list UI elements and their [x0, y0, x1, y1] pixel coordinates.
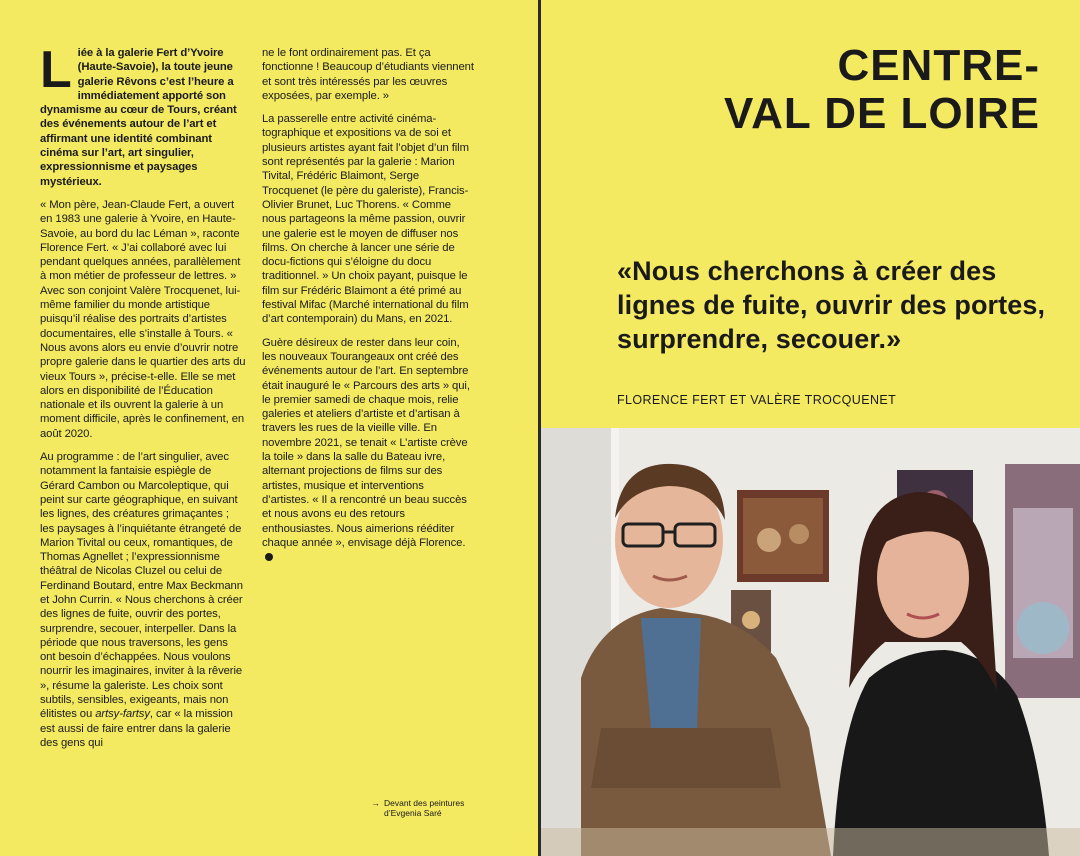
article-column-1 — [40, 41, 246, 759]
gallery-photo — [541, 428, 1080, 856]
region-title — [724, 42, 1040, 138]
article-column-2 — [262, 46, 474, 573]
article-lead — [40, 41, 246, 189]
pull-quote-author: FLORENCE FERT ET VALÈRE TROCQUENET — [617, 393, 897, 407]
paragraph-3: ne le font ordinairement pas. Et ça fonctionne ! Beaucoup d’étudiants viennent et sont très intéressés par les œuvres exposées, par exemple. » — [262, 47, 474, 102]
paragraph-2 — [40, 450, 246, 750]
paragraph-4: La passerelle entre activité cinéma-tographique et expositions va de soi et plusieurs artistes ayant fait l’objet d’un film sont représentés par la galerie : Marion Tivital, Frédéric Blaimont, Serge Trocquenet (le père du galeriste), Francis-Olivier Brunet, Luc Thorens. « Comme nous partageons la même passion, ouvrir une galerie est le moyen de diffuser nos films. On cherche à lancer une série de docu-fictions qui s’éloigne du docu traditionnel. » Un choix payant, puisque le film sur Frédéric Blaimont a été primé au festival Mifac (Marché international du film d’art contemporain) du Mans, en 2021. — [262, 113, 469, 326]
region-title-line-2: VAL DE LOIRE — [724, 89, 1040, 138]
region-title-line-1: CENTRE- — [837, 41, 1040, 90]
photo-caption — [371, 798, 484, 818]
paragraph-1: « Mon père, Jean-Claude Fert, a ouvert en 1983 une galerie à Yvoire, en Haute-Savoie, au bord du lac Léman », raconte Florence Fert. « J’ai collaboré avec lui pendant quelques années, parallèlement à mon métier de professeur de lettres. » Avec son conjoint Valère Trocquenet, lui-même familier du monde artistique puisqu’il réalise des portraits d’artistes documentaires, elle s’installe à Tours. « Nous avons alors eu envie d’ouvrir notre propre galerie dans le quartier des arts du vieux Tours », précise-t-elle. Elle se met alors en disponibilité de l’Éducation nationale et ils ouvrent la galerie à un moment difficile, après le confinement, en août 2020. — [40, 198, 246, 440]
paragraph-2-italic: artsy-fartsy — [95, 708, 150, 721]
caption-text: Devant des peintures d’Evgenia Saré — [384, 798, 465, 818]
pull-quote: «Nous cherchons à créer des lignes de fuite, ouvrir des portes, surprendre, secouer.» — [617, 256, 1046, 354]
lead-text: iée à la galerie Fert d’Yvoire (Haute-Savoie), la toute jeune galerie Rêvons c’est l’heure a immédiatement apporté son dynamisme au cœur de Tours, créant des événements autour de l’art et affirmant une identité combinant cinéma sur l’art, art singulier, expressionnisme et paysages mystérieux. — [40, 47, 237, 188]
paragraph-2-text: Au programme : de l’art singulier, avec notamment la fantaisie espiègle de Gérard Cambon ou Marcoleptique, qui peint sur carte géographique, en suivant les lignes, des créatures grimaçantes ; les paysages à l’inquiétante étrangeté de Marion Tivital ou ceux, romantiques, de Thomas Agnellet ; l’expressionnisme théâtral de Nicolas Cluzel ou celui de Ferdinand Boutard, entre Max Beckmann et John Currin. « Nous cherchons à créer des lignes de fuite, ouvrir des portes, surprendre, secouer, interpeller. Dans la période que nous traversons, les gens ont besoin d’échappées. Nous voulons nourrir les imaginaires, inviter à la rêverie », résume la galeriste. Les choix sont subtils, sensibles, exigeants, mais non élitistes ou — [40, 451, 243, 721]
paragraph-5 — [262, 336, 474, 565]
right-page — [541, 0, 1080, 856]
gallery-photo-illustration — [541, 428, 1080, 856]
drop-cap: L — [40, 41, 72, 99]
paragraph-5-text: Guère désireux de rester dans leur coin, les nouveaux Tourangeaux ont créé des événements autour de l’art. En septembre était inauguré le « Parcours des arts » qui, le premier samedi de chaque mois, relie galeries et ateliers d’artiste et d’artisan à travers les rues de la vieille ville. En novembre 2021, se tenait « L’artiste crève la toile » dans la salle du Bateau ivre, alternant projections de films sur des artistes, musique et interventions d’artistes. « Il a rencontré un beau succès et nous avons eu des retours enthousiastes. Nous aimerions rééditer chaque année », envisage déjà Florence. — [262, 336, 470, 549]
paragraph-2-end: , car « la mission est aussi de faire entrer dans la galerie des gens qui — [40, 708, 233, 749]
left-page — [0, 0, 538, 856]
end-mark-icon — [265, 553, 273, 561]
arrow-right-icon: → — [371, 798, 380, 808]
